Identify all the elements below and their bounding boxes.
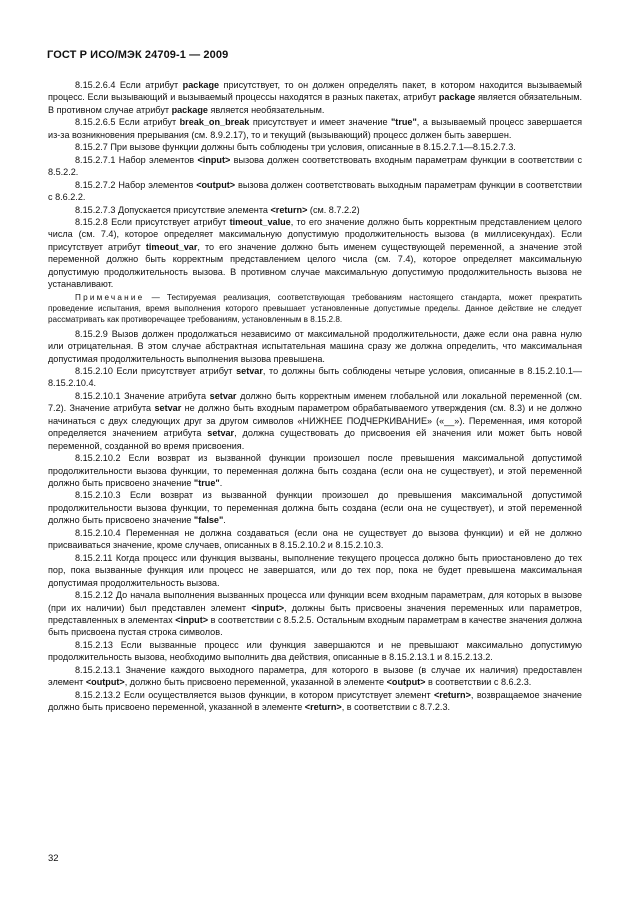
note-paragraph (48, 292, 582, 326)
bold-term: setvar (236, 365, 263, 376)
body-paragraph (48, 390, 582, 452)
bold-term: "true" (193, 478, 220, 489)
bold-term: timeout_value (229, 216, 291, 227)
bold-term: <output> (196, 179, 236, 190)
text-run: не должно быть входным параметром обрабатываемого утверждения (см. 8.3) и не должно начинаться с двух следующих друг за другом символов «НИЖНЕЕ ПОДЧЕРКИВАНИЕ» («__»). Переменная, имя которой определяется значением атрибута (48, 403, 582, 439)
text-run: 8.15.2.10 Если присутствует атрибут (75, 365, 237, 376)
bold-term: <output> (386, 677, 426, 688)
body-paragraph (48, 664, 582, 689)
body-paragraph (48, 489, 582, 526)
text-run: должно быть корректным именем глобальной или локальной переменной (см. 7.2). Значение атрибута (48, 390, 582, 414)
body-paragraph (48, 589, 582, 639)
text-run: , возвращаемое значение должно быть присвоено переменной, указанной в элементе (48, 689, 582, 713)
text-run: 8.15.2.13.1 Значение каждого выходного параметра, для которого в вызове (в случае их наличия) предоставлен элемент (48, 664, 582, 688)
text-run: , то его значение должно быть именем существующей переменной, а значение этой переменной должно быть корректным представлением целого числа (см. 7.4), которое определяет максимальную допустимую продолжительность вызова. В противном случае максимальную допустимую продолжительность вызова не устанавливают. (48, 241, 583, 290)
bold-term: <return> (270, 204, 308, 215)
bold-term: break_on_break (179, 117, 250, 128)
body-paragraph (48, 216, 582, 291)
text-run: является обязательным. В противном случае атрибут (48, 92, 582, 115)
text-run: в соответствии с 8.6.2.3. (425, 677, 532, 688)
bold-term: package (438, 92, 476, 103)
body-paragraph (48, 116, 582, 141)
text-run: 8.15.2.6.5 Если атрибут (75, 117, 180, 128)
body-paragraph (48, 452, 582, 489)
text-run: , то его значение должно быть корректным представлением целого числа (см. 7.4), которое определяет максимальную допустимую продолжительность вызова (в миллисекундах). Если присутствует атрибут (48, 216, 582, 252)
text-run: присутствует, то он должен определять пакет, в котором находится вызываемый процесс. Если вызывающий и вызываемый процессы находятся в разных пакетах, атрибут (48, 80, 582, 103)
body-paragraph (48, 639, 582, 664)
text-run: 8.15.2.13 Если вызванные процесс или функция завершаются и не превышают максимально допустимую продолжительность вызова, необходимо выполнить два действия, описанные в 8.15.2.13.1 и 8.15.2.13.2. (48, 639, 582, 663)
text-run: , должны быть присвоены значения переменных или параметров, представленных в элементах (48, 602, 582, 626)
bold-term: "true" (390, 117, 417, 128)
body-paragraph (48, 689, 582, 714)
note-label: Примечание (75, 292, 145, 302)
text-run: 8.15.2.11 Когда процесс или функция вызваны, выполнение текущего процесса должно быть приостановлено до тех пор, пока вызванные функция или процесс не завершатся, или до тех пор, пока не будет превышена максимальная допустимая продолжительность вызова. (48, 552, 582, 588)
text-run: (см. 8.7.2.2) (307, 204, 360, 215)
text-run: в соответствии с 8.5.2.5. Остальным входным параметрам в качестве значения должна быть присвоена пустая строка символов. (48, 615, 583, 638)
text-run: 8.15.2.10.2 Если возврат из вызванной функции произошел после превышения максимальной допустимой продолжительности вызова функции, то переменная должна быть создана (если она не существует), и этой переменной должно быть присвоено значение (48, 453, 582, 489)
text-run: 8.15.2.7.1 Набор элементов (75, 154, 198, 165)
bold-term: package (171, 104, 208, 115)
bold-term: setvar (207, 428, 235, 439)
text-run: 8.15.2.7.3 Допускается присутствие элемента (75, 204, 271, 215)
text-run: 8.15.2.13.2 Если осуществляется вызов функции, в котором присутствует элемент (75, 689, 434, 700)
text-run: 8.15.2.10.1 Значение атрибута (75, 390, 210, 401)
document-body (48, 79, 582, 714)
bold-term: <input> (197, 154, 231, 165)
text-run: 8.15.2.12 До начала выполнения вызванных процесса или функции всем входным параметрам, для которых в вызове (при их наличии) был представлен элемент (48, 590, 582, 613)
text-run: является необязательным. (207, 104, 325, 115)
text-run: вызова должен соответствовать выходным параметрам функции в соответствии с 8.6.2.2. (48, 179, 582, 203)
text-run: , то должны быть соблюдены четыре условия, описанные в 8.15.2.10.1—8.15.2.10.4. (48, 365, 583, 389)
bold-term: <input> (175, 615, 209, 626)
body-paragraph (48, 552, 582, 589)
bold-term: setvar (209, 390, 237, 401)
text-run: , должно быть присвоено переменной, указанной в элементе (124, 677, 387, 688)
text-run: 8.15.2.10.4 Переменная не должна создаваться (если она не существует до вызова функции) и ей не должно присваиваться значение, кроме случаев, описанных в 8.15.2.10.2 и 8.15.2.10.3. (48, 527, 582, 551)
document-header: ГОСТ Р ИСО/МЭК 24709-1 — 2009 (47, 49, 229, 61)
text-run: , в соответствии с 8.7.2.3. (341, 702, 451, 713)
body-paragraph (48, 79, 582, 116)
text-run: . (223, 515, 226, 526)
body-paragraph (48, 154, 582, 179)
text-run: 8.15.2.9 Вызов должен продолжаться независимо от максимальной продолжительности, даже если она равна нулю или отрицательная. В этом случае абстрактная испытательная машина сразу же должна определить, что максимальная допустимая продолжительность выполнения вызова превышена. (48, 328, 582, 364)
text-run: 8.15.2.6.4 Если атрибут (75, 80, 183, 90)
body-paragraph (48, 179, 582, 204)
bold-term: <output> (85, 677, 125, 688)
text-run: , а вызываемый процесс завершается из-за возникновения прерывания (см. 8.9.2.17), то и текущий (вызывающий) процесс должен быть завершен. (48, 117, 583, 140)
bold-term: package (182, 80, 220, 90)
bold-term: setvar (154, 403, 182, 414)
text-run: 8.15.2.7.2 Набор элементов (75, 179, 197, 190)
page-number: 32 (48, 853, 59, 864)
bold-term: <return> (434, 689, 471, 700)
bold-term: timeout_var (145, 241, 198, 252)
text-run: . (219, 478, 223, 489)
text-run: вызова должен соответствовать входным параметрам функции в соответствии с 8.5.2.2. (48, 154, 582, 178)
body-paragraph (48, 204, 582, 216)
body-paragraph (48, 527, 582, 552)
text-run: 8.15.2.8 Если присутствует атрибут (75, 216, 230, 227)
body-paragraph (48, 141, 582, 153)
text-run: присутствует и имеет значение (249, 117, 391, 128)
bold-term: "false" (193, 515, 224, 526)
bold-term: <return> (304, 702, 342, 713)
body-paragraph (48, 328, 582, 365)
bold-term: <input> (251, 602, 285, 613)
text-run: — Тестируемая реализация, соответствующая требованиям настоящего стандарта, может прекратить проведение испытания, время выполнения которого превышает установленные допустимые пределы. Данное действие не следует рассматривать как противоречащее требованиям, установленным в 8.15.2.8. (48, 292, 582, 325)
text-run: 8.15.2.7 При вызове функции должны быть соблюдены три условия, описанные в 8.15.2.7.1—8.15.2.7.3. (75, 142, 516, 153)
text-run: 8.15.2.10.3 Если возврат из вызванной функции произошел до превышения максимальной допустимой продолжительности вызова функции, то переменная должна быть создана (если она не существует), и этой переменной должно быть присвоено значение (48, 490, 582, 526)
body-paragraph (48, 365, 582, 390)
text-run: , должна существовать до присвоения ей значения или может быть новой переменной, созданной во время присвоения. (48, 428, 582, 451)
